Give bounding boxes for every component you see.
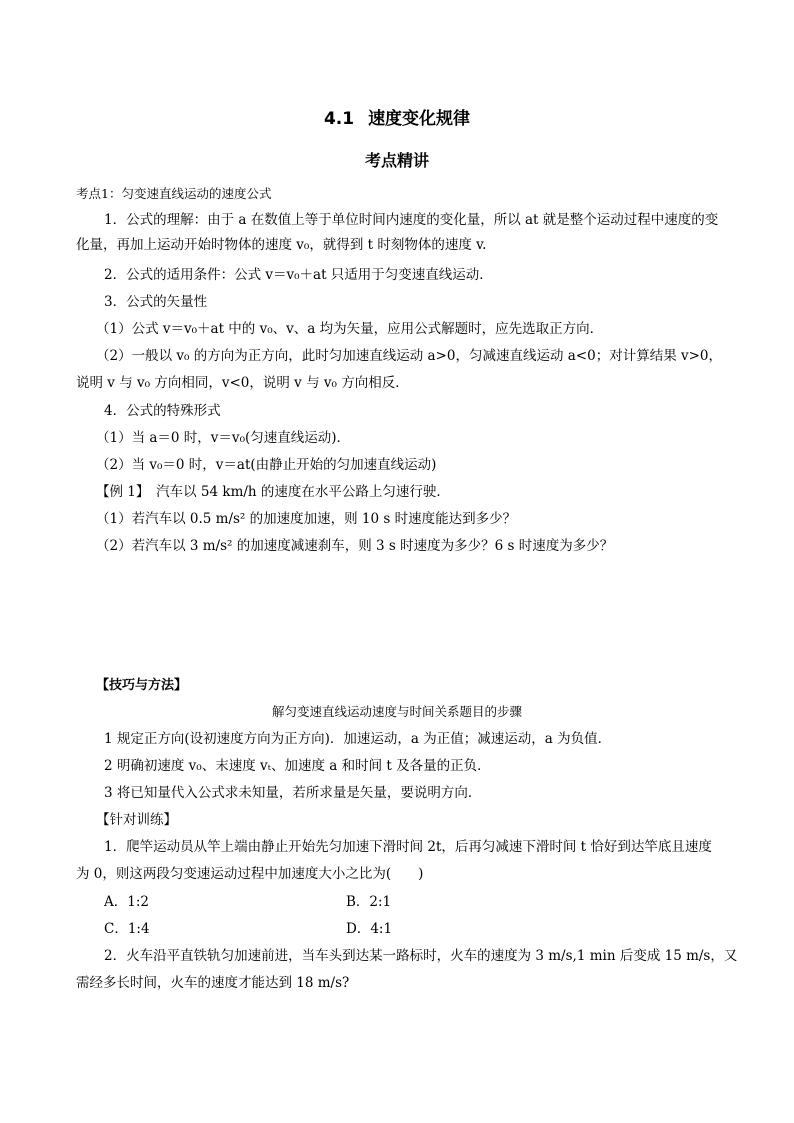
option-c: C．1:4 bbox=[104, 921, 150, 937]
paragraph-2: 2．公式的适用条件：公式 v＝v₀＋at 只适用于匀变速直线运动． bbox=[104, 267, 493, 283]
skill-title: 解匀变速直线运动速度与时间关系题目的步骤 bbox=[271, 704, 522, 719]
example-1-q1: （1）若汽车以 0.5 m/s² 的加速度加速，则 10 s 时速度能达到多少？ bbox=[96, 511, 517, 527]
page-title bbox=[0, 104, 794, 129]
section-number: 4.1 bbox=[323, 109, 355, 129]
paragraph-4: 4．公式的特殊形式 bbox=[104, 403, 221, 419]
skill-heading: 【技巧与方法】 bbox=[96, 678, 188, 693]
paragraph-1b: 化量，再加上运动开始时物体的速度 v₀，就得到 t 时刻物体的速度 v. bbox=[76, 237, 487, 253]
paragraph-3-2b: 说明 v 与 v₀ 方向相同，v<0，说明 v 与 v₀ 方向相反． bbox=[76, 375, 409, 391]
paragraph-3-2a: （2）一般以 v₀ 的方向为正方向，此时匀加速直线运动 a>0，匀减速直线运动 a<0；对计算结果 v>0， bbox=[96, 348, 723, 364]
page-subtitle: 考点精讲 bbox=[364, 151, 429, 170]
skill-step-1: 1 规定正方向(设初速度方向为正方向)．加速运动，a 为正值；减速运动，a 为负值． bbox=[104, 731, 612, 747]
example-1: 【例 1】 汽车以 54 km/h 的速度在水平公路上匀速行驶． bbox=[96, 484, 450, 500]
paragraph-3-1: （1）公式 v＝v₀＋at 中的 v₀、v、a 均为矢量，应用公式解题时，应先选取正方向． bbox=[96, 321, 604, 337]
paragraph-3: 3．公式的矢量性 bbox=[104, 294, 208, 310]
topic-heading: 考点1：匀变速直线运动的速度公式 bbox=[76, 186, 272, 201]
question-2b: 需经多长时间，火车的速度才能达到 18 m/s? bbox=[76, 975, 350, 991]
question-1a: 1．爬竿运动员从竿上端由静止开始先匀加速下滑时间 2t，后再匀减速下滑时间 t 恰好到达竿底且速度 bbox=[104, 839, 712, 855]
option-b: B．2:1 bbox=[346, 894, 392, 910]
example-1-q2: （2）若汽车以 3 m/s² 的加速度减速刹车，则 3 s 时速度为多少？6 s 时速度为多少？ bbox=[96, 538, 614, 554]
paragraph-1a: 1．公式的理解：由于 a 在数值上等于单位时间内速度的变化量，所以 at 就是整个运动过程中速度的变 bbox=[104, 212, 719, 228]
question-2a: 2．火车沿平直铁轨匀加速前进，当车头到达某一路标时，火车的速度为 3 m/s,1 min 后变成 15 m/s，又 bbox=[104, 948, 738, 964]
skill-step-2: 2 明确初速度 v₀、末速度 vₜ、加速度 a 和时间 t 及各量的正负． bbox=[104, 758, 491, 774]
training-heading: 【针对训练】 bbox=[96, 812, 177, 828]
paragraph-4-1: （1）当 a＝0 时，v＝v₀(匀速直线运动)． bbox=[96, 430, 351, 446]
option-a: A．1:2 bbox=[104, 894, 149, 910]
question-1b: 为 0，则这两段匀变速运动过程中加速度大小之比为( ) bbox=[76, 866, 424, 882]
section-title: 速度变化规律 bbox=[368, 109, 471, 129]
paragraph-4-2: （2）当 v₀＝0 时，v＝at(由静止开始的匀加速直线运动) bbox=[96, 457, 437, 473]
option-d: D．4:1 bbox=[346, 921, 393, 937]
skill-step-3: 3 将已知量代入公式求未知量，若所求量是矢量，要说明方向． bbox=[104, 785, 482, 801]
